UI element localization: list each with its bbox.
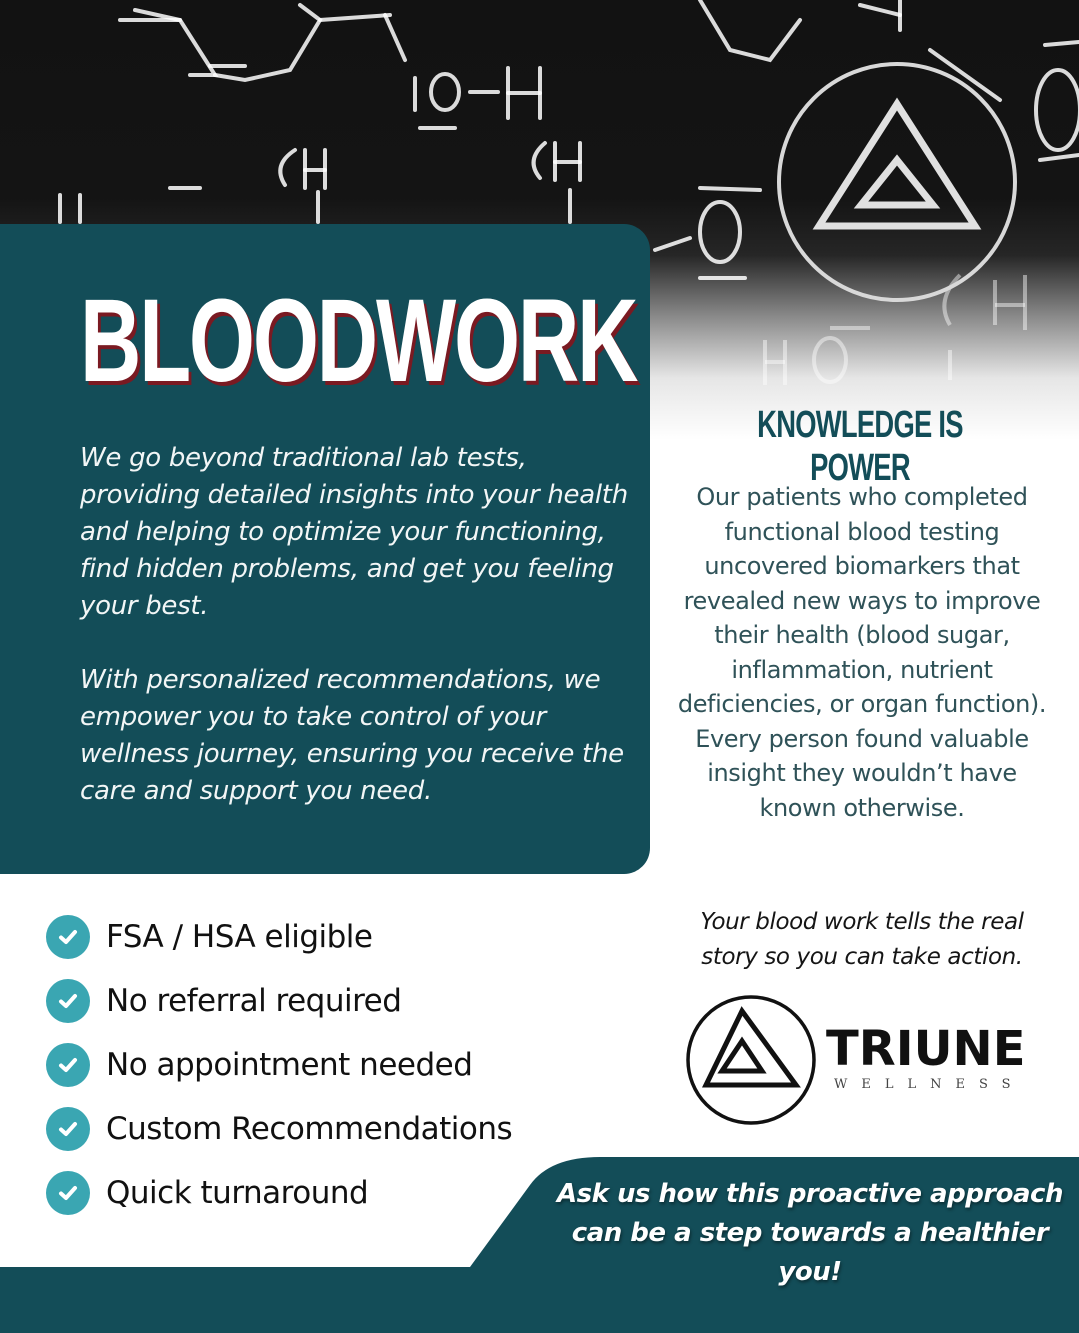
triune-wellness-logo [684, 993, 1044, 1128]
triune-logo-watermark-icon [775, 60, 1020, 305]
page-title: BLOODWORK [80, 275, 637, 407]
call-to-action-text: Ask us how this proactive approach can be a step towards a healthier you! [557, 1179, 1063, 1287]
checklist-item-label: No appointment needed [106, 1047, 473, 1083]
knowledge-heading: KNOWLEDGE IS POWER [757, 404, 963, 489]
check-circle-icon [46, 979, 90, 1023]
checklist-item-label: Custom Recommendations [106, 1111, 513, 1147]
checklist-item [46, 1097, 512, 1161]
check-circle-icon [46, 1107, 90, 1151]
personalized-paragraph: With personalized recommendations, we empower you to take control of your wellness journey, ensuring you receive the care and support you need. [80, 665, 624, 806]
intro-paragraph: We go beyond traditional lab tests, providing detailed insights into your health and helping to optimize your functioning, find hidden problems, and get you feeling your best. [80, 443, 628, 621]
checklist-item-label: No referral required [106, 983, 402, 1019]
brand-name: TRIUNE [826, 1021, 1026, 1077]
tagline: Your blood work tells the real story so you can take action. [700, 909, 1024, 970]
checklist-item-label: FSA / HSA eligible [106, 919, 373, 955]
checklist-item [46, 969, 512, 1033]
checklist-item-label: Quick turnaround [106, 1175, 369, 1211]
checklist-item [46, 1033, 512, 1097]
check-circle-icon [46, 1043, 90, 1087]
patients-paragraph: Our patients who completed functional blood testing uncovered biomarkers that revealed new ways to improve their health (blood sugar, inflammation, nutrient deficiencies, or organ function). Every person found valuable insight they wouldn’t have known otherwise. [677, 483, 1047, 822]
triangle-in-circle-logo-icon [684, 993, 819, 1128]
check-circle-icon [46, 915, 90, 959]
brand-subtitle: WELLNESS [834, 1077, 1025, 1092]
checklist-item [46, 905, 512, 969]
